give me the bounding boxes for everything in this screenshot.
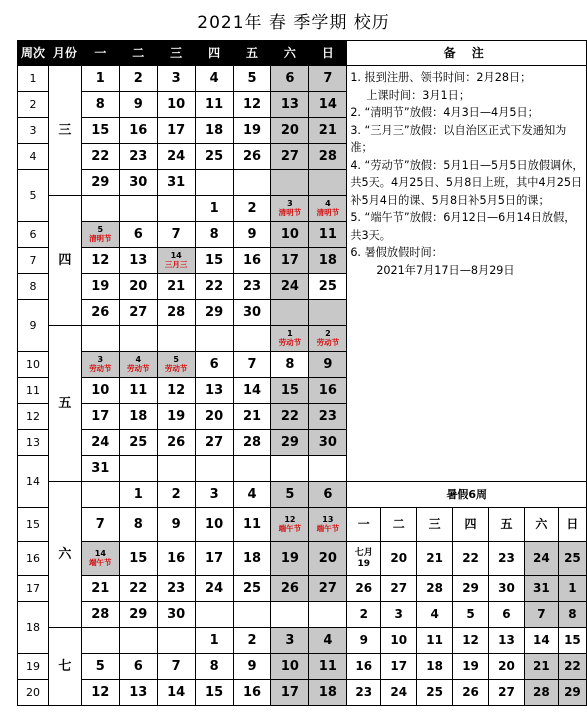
day-cell (233, 456, 271, 482)
summer-day: 6 (489, 602, 525, 628)
month-july: 七 (48, 628, 81, 706)
day-cell: 11 (233, 508, 271, 542)
summer-day: 14 (524, 628, 558, 654)
day-cell-weekend: 5 (271, 482, 309, 508)
header-day: 日 (309, 41, 347, 66)
day-cell: 29 (119, 602, 157, 628)
summer-day: 5 (453, 602, 489, 628)
note-1b: 上课时间：3月1日； (366, 88, 471, 102)
day-cell: 26 (233, 144, 271, 170)
summer-day: 11 (417, 628, 453, 654)
week-number: 13 (18, 430, 49, 456)
day-cell-weekend: 30 (309, 430, 347, 456)
day-cell: 6 (119, 222, 157, 248)
day-cell: 20 (119, 274, 157, 300)
day-cell: 18 (195, 118, 233, 144)
note-2: 2. “清明节”放假：4月3日—4月5日； (350, 106, 539, 119)
day-cell-weekend: 9 (309, 352, 347, 378)
day-cell: 17 (81, 404, 119, 430)
day-cell: 29 (81, 170, 119, 196)
day-cell: 1 (119, 482, 157, 508)
day-cell (119, 456, 157, 482)
week-number: 18 (18, 602, 49, 654)
day-cell: 14 (233, 378, 271, 404)
summer-day: 20 (381, 542, 417, 576)
day-cell-weekend: 19 (271, 542, 309, 576)
summer-day: 22 (453, 542, 489, 576)
day-cell-holiday: 3 清明节 (271, 196, 309, 222)
day-cell: 15 (119, 542, 157, 576)
day-cell: 17 (195, 542, 233, 576)
note-4: 4. “劳动节”放假：5月1日—5月5日放假调休，共5天。4月25日、5月8日上班，其中4月25日补5月4日的课、5月8日补5月5日的课； (350, 158, 584, 207)
day-cell: 8 (81, 92, 119, 118)
day-cell-weekend: 10 (271, 654, 309, 680)
day-cell: 31 (81, 456, 119, 482)
day-cell: 22 (119, 576, 157, 602)
day-cell: 2 (157, 482, 195, 508)
summer-day: 27 (489, 680, 525, 706)
day-cell-holiday: 5 劳动节 (157, 352, 195, 378)
day-cell (195, 456, 233, 482)
day-cell: 25 (309, 274, 347, 300)
day-cell: 15 (195, 248, 233, 274)
day-cell: 26 (157, 430, 195, 456)
page-title: 2021年 春 季学期 校历 (197, 13, 390, 33)
day-cell: 23 (119, 144, 157, 170)
week-number: 8 (18, 274, 49, 300)
summer-start-cell: 七月 19 (347, 542, 381, 576)
notes-panel (347, 66, 587, 482)
month-may: 五 (48, 326, 81, 482)
day-cell (81, 326, 119, 352)
summer-day: 15 (558, 628, 586, 654)
day-cell: 9 (233, 654, 271, 680)
summer-header-day: 六 (524, 508, 558, 542)
summer-day: 25 (417, 680, 453, 706)
day-cell: 10 (157, 92, 195, 118)
day-cell: 28 (233, 430, 271, 456)
day-cell-weekend: 10 (271, 222, 309, 248)
day-cell (157, 326, 195, 352)
day-cell: 29 (195, 300, 233, 326)
day-cell: 8 (195, 222, 233, 248)
day-cell: 25 (233, 576, 271, 602)
summer-day: 17 (381, 654, 417, 680)
day-cell (271, 456, 309, 482)
day-cell (233, 602, 271, 628)
day-cell (271, 602, 309, 628)
day-cell-weekend: 29 (271, 430, 309, 456)
day-cell: 24 (195, 576, 233, 602)
day-cell: 26 (81, 300, 119, 326)
summer-day: 26 (347, 576, 381, 602)
day-cell: 10 (195, 508, 233, 542)
header-week: 周次 (18, 41, 49, 66)
day-cell: 9 (119, 92, 157, 118)
day-cell (195, 602, 233, 628)
summer-day-weekend: 8 (558, 602, 586, 628)
day-cell: 18 (233, 542, 271, 576)
week-number: 14 (18, 456, 49, 508)
day-cell-weekend: 6 (309, 482, 347, 508)
note-3: 3. “三月三”放假：以自治区正式下发通知为准； (350, 123, 567, 154)
day-cell (157, 196, 195, 222)
day-cell: 15 (81, 118, 119, 144)
summer-day-weekend: 31 (524, 576, 558, 602)
day-cell (119, 196, 157, 222)
header-day: 三 (157, 41, 195, 66)
day-cell: 13 (119, 680, 157, 706)
week-number: 3 (18, 118, 49, 144)
day-cell: 16 (233, 680, 271, 706)
day-cell-weekend: 28 (309, 144, 347, 170)
summer-day: 23 (489, 542, 525, 576)
day-cell: 2 (119, 66, 157, 92)
day-cell: 17 (157, 118, 195, 144)
day-cell: 11 (119, 378, 157, 404)
note-5: 5. “端午节”放假：6月12日—6月14日放假，共3天。 (350, 211, 576, 242)
summer-day-weekend: 7 (524, 602, 558, 628)
day-cell: 8 (119, 508, 157, 542)
month-june: 六 (48, 482, 81, 628)
week-number: 20 (18, 680, 49, 706)
day-cell: 13 (195, 378, 233, 404)
summer-day-weekend: 24 (524, 542, 558, 576)
summer-day-weekend: 28 (524, 680, 558, 706)
day-cell: 27 (195, 430, 233, 456)
summer-day: 3 (381, 602, 417, 628)
day-cell: 30 (157, 602, 195, 628)
day-cell: 31 (157, 170, 195, 196)
day-cell-weekend: 7 (309, 66, 347, 92)
day-cell: 12 (81, 680, 119, 706)
day-cell: 23 (157, 576, 195, 602)
day-cell-weekend: 16 (309, 378, 347, 404)
day-cell: 22 (195, 274, 233, 300)
day-cell: 16 (157, 542, 195, 576)
day-cell: 30 (233, 300, 271, 326)
header-day: 四 (195, 41, 233, 66)
summer-day: 30 (489, 576, 525, 602)
day-cell-holiday: 13 端午节 (309, 508, 347, 542)
summer-day: 9 (347, 628, 381, 654)
summer-header-day: 一 (347, 508, 381, 542)
summer-day: 16 (347, 654, 381, 680)
day-cell (157, 628, 195, 654)
summer-day: 28 (417, 576, 453, 602)
day-cell: 19 (233, 118, 271, 144)
day-cell: 11 (195, 92, 233, 118)
day-cell: 7 (157, 222, 195, 248)
day-cell (195, 170, 233, 196)
day-cell (81, 628, 119, 654)
day-cell: 15 (195, 680, 233, 706)
day-cell-holiday: 1 劳动节 (271, 326, 309, 352)
day-cell: 7 (81, 508, 119, 542)
week-number: 5 (18, 170, 49, 222)
day-cell-weekend: 24 (271, 274, 309, 300)
day-cell: 8 (195, 654, 233, 680)
summer-day: 27 (381, 576, 417, 602)
day-cell: 19 (81, 274, 119, 300)
summer-day: 20 (489, 654, 525, 680)
day-cell: 24 (81, 430, 119, 456)
day-cell: 5 (81, 654, 119, 680)
day-cell: 20 (195, 404, 233, 430)
day-cell: 12 (157, 378, 195, 404)
header-row (18, 41, 587, 66)
day-cell: 9 (157, 508, 195, 542)
summer-header-day: 五 (489, 508, 525, 542)
summer-header-day: 二 (381, 508, 417, 542)
day-cell-weekend: 6 (271, 66, 309, 92)
note-6b: 2021年7月17日—8月29日 (376, 263, 515, 277)
day-cell-weekend: 11 (309, 222, 347, 248)
day-cell: 27 (119, 300, 157, 326)
calendar-table (17, 40, 587, 706)
day-cell: 13 (119, 248, 157, 274)
day-cell: 3 (157, 66, 195, 92)
day-cell (157, 456, 195, 482)
day-cell: 1 (81, 66, 119, 92)
day-cell-weekend: 26 (271, 576, 309, 602)
header-notes: 备 注 (347, 41, 587, 66)
day-cell-weekend: 13 (271, 92, 309, 118)
day-cell-weekend: 17 (271, 248, 309, 274)
day-cell-holiday: 2 劳动节 (309, 326, 347, 352)
day-cell-holiday: 3 劳动节 (81, 352, 119, 378)
summer-day: 23 (347, 680, 381, 706)
month-april: 四 (48, 196, 81, 326)
day-cell-weekend (309, 300, 347, 326)
day-cell: 1 (195, 628, 233, 654)
summer-title: 暑假6周 (347, 482, 587, 508)
day-cell (119, 326, 157, 352)
day-cell-weekend: 11 (309, 654, 347, 680)
summer-day-weekend: 21 (524, 654, 558, 680)
day-cell-weekend: 23 (309, 404, 347, 430)
day-cell: 22 (81, 144, 119, 170)
header-day: 五 (233, 41, 271, 66)
day-cell (195, 326, 233, 352)
summer-day-weekend: 25 (558, 542, 586, 576)
week-number: 17 (18, 576, 49, 602)
day-cell: 16 (233, 248, 271, 274)
day-cell: 25 (119, 430, 157, 456)
day-cell-holiday: 4 清明节 (309, 196, 347, 222)
day-cell: 4 (195, 66, 233, 92)
day-cell-weekend: 22 (271, 404, 309, 430)
week-number: 11 (18, 378, 49, 404)
summer-day: 19 (453, 654, 489, 680)
header-day: 六 (271, 41, 309, 66)
day-cell: 21 (233, 404, 271, 430)
day-cell: 12 (81, 248, 119, 274)
day-cell-weekend: 18 (309, 680, 347, 706)
day-cell-weekend: 20 (271, 118, 309, 144)
day-cell: 2 (233, 628, 271, 654)
summer-day: 21 (417, 542, 453, 576)
month-march: 三 (48, 66, 81, 196)
day-cell-holiday: 4 劳动节 (119, 352, 157, 378)
day-cell-weekend: 17 (271, 680, 309, 706)
note-6: 6. 暑假放假时间： (350, 246, 443, 259)
header-day: 二 (119, 41, 157, 66)
day-cell (233, 326, 271, 352)
summer-day: 4 (417, 602, 453, 628)
summer-day-weekend: 29 (558, 680, 586, 706)
day-cell-holiday: 14 端午节 (81, 542, 119, 576)
day-cell-holiday: 14 三月三 (157, 248, 195, 274)
day-cell-holiday: 12 端午节 (271, 508, 309, 542)
day-cell (309, 602, 347, 628)
day-cell: 6 (119, 654, 157, 680)
day-cell-weekend (271, 170, 309, 196)
day-cell (119, 628, 157, 654)
day-cell: 18 (119, 404, 157, 430)
week-number: 9 (18, 300, 49, 352)
summer-header-day: 四 (453, 508, 489, 542)
day-cell: 2 (233, 196, 271, 222)
day-cell-weekend: 27 (309, 576, 347, 602)
day-cell (81, 196, 119, 222)
summer-day: 24 (381, 680, 417, 706)
day-cell: 9 (233, 222, 271, 248)
header-day: 一 (81, 41, 119, 66)
day-cell: 30 (119, 170, 157, 196)
day-cell: 12 (233, 92, 271, 118)
day-cell: 7 (157, 654, 195, 680)
day-cell-weekend: 18 (309, 248, 347, 274)
summer-day: 13 (489, 628, 525, 654)
day-cell: 25 (195, 144, 233, 170)
day-cell: 1 (195, 196, 233, 222)
header-month: 月份 (48, 41, 81, 66)
day-cell: 19 (157, 404, 195, 430)
day-cell: 5 (233, 66, 271, 92)
summer-day: 2 (347, 602, 381, 628)
day-cell-weekend: 4 (309, 628, 347, 654)
summer-day: 12 (453, 628, 489, 654)
week-number: 1 (18, 66, 49, 92)
day-cell-weekend (271, 300, 309, 326)
day-cell: 10 (81, 378, 119, 404)
day-cell (309, 456, 347, 482)
day-cell: 6 (195, 352, 233, 378)
summer-day: 10 (381, 628, 417, 654)
day-cell: 24 (157, 144, 195, 170)
day-cell: 28 (157, 300, 195, 326)
note-1: 1. 报到注册、领书时间：2月28日； (350, 71, 532, 84)
day-cell: 23 (233, 274, 271, 300)
week-number: 2 (18, 92, 49, 118)
day-cell: 16 (119, 118, 157, 144)
day-cell: 28 (81, 602, 119, 628)
day-cell: 21 (157, 274, 195, 300)
week-number: 10 (18, 352, 49, 378)
day-cell (81, 482, 119, 508)
day-cell-weekend: 3 (271, 628, 309, 654)
day-cell: 14 (157, 680, 195, 706)
day-cell-weekend: 27 (271, 144, 309, 170)
day-cell: 3 (195, 482, 233, 508)
week-number: 12 (18, 404, 49, 430)
week-number: 15 (18, 508, 49, 542)
summer-day: 26 (453, 680, 489, 706)
summer-day-weekend: 22 (558, 654, 586, 680)
day-cell-weekend: 15 (271, 378, 309, 404)
day-cell-weekend: 20 (309, 542, 347, 576)
day-cell-weekend: 21 (309, 118, 347, 144)
week-number: 6 (18, 222, 49, 248)
day-cell (233, 170, 271, 196)
day-cell: 21 (81, 576, 119, 602)
day-cell-weekend: 14 (309, 92, 347, 118)
day-cell: 8 (271, 352, 309, 378)
week-number: 7 (18, 248, 49, 274)
day-cell-holiday: 5 清明节 (81, 222, 119, 248)
day-cell-weekend (309, 170, 347, 196)
week-number: 16 (18, 542, 49, 576)
summer-day-weekend: 1 (558, 576, 586, 602)
week-number: 4 (18, 144, 49, 170)
day-cell: 4 (233, 482, 271, 508)
summer-header-day: 三 (417, 508, 453, 542)
summer-header-day: 日 (558, 508, 586, 542)
summer-day: 29 (453, 576, 489, 602)
day-cell: 7 (233, 352, 271, 378)
week-number: 19 (18, 654, 49, 680)
summer-day: 18 (417, 654, 453, 680)
